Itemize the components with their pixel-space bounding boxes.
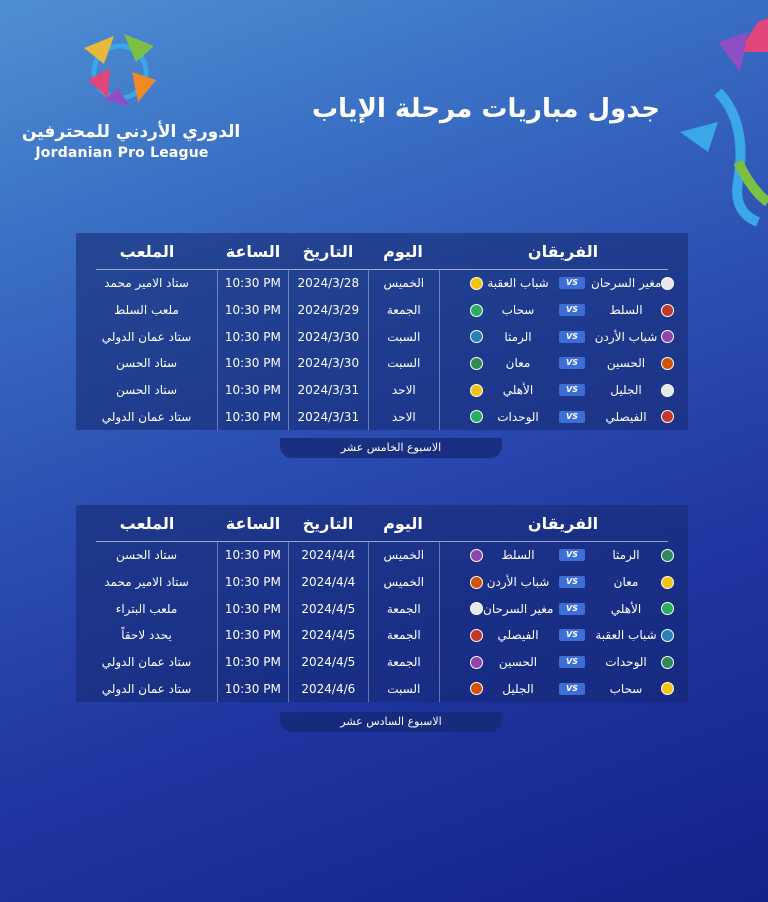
- table-row: [76, 270, 688, 297]
- home-team-badge-icon: [661, 357, 674, 370]
- away-team: الحسين: [498, 655, 538, 670]
- table-row: [76, 569, 688, 596]
- venue-column-header: الملعب: [119, 241, 175, 261]
- home-team-badge-icon: [661, 602, 674, 615]
- date-column-header: التاريخ: [302, 241, 354, 261]
- day-column-header: اليوم: [383, 241, 423, 261]
- match-date: 2024/4/5: [301, 601, 356, 616]
- match-venue: يحدد لاحقاً: [121, 628, 172, 643]
- match-day: الجمعة: [368, 595, 440, 622]
- away-team-badge-icon: [470, 682, 483, 695]
- home-team: الرمثا: [612, 548, 640, 563]
- match-day: الاحد: [368, 403, 440, 430]
- teams-cell: [440, 350, 688, 377]
- home-team-badge-icon: [661, 682, 674, 695]
- week-15-table: [76, 233, 688, 430]
- away-team-badge-icon: [470, 277, 483, 290]
- table-header: [76, 505, 688, 541]
- away-team: شباب العقبة: [487, 276, 549, 291]
- time-column-header: الساعة: [225, 241, 281, 261]
- match-date: 2024/3/30: [297, 356, 360, 371]
- home-team-badge-icon: [661, 549, 674, 562]
- teams-cell: [440, 297, 688, 324]
- home-team: سحاب: [609, 681, 643, 696]
- vs-badge: VS: [559, 331, 585, 343]
- vs-badge: VS: [559, 357, 585, 369]
- vs-badge: VS: [559, 576, 585, 588]
- teams-cell: [440, 270, 688, 297]
- home-team-badge-icon: [661, 304, 674, 317]
- home-team-badge-icon: [661, 629, 674, 642]
- away-team: الجليل: [502, 681, 534, 696]
- match-day: الجمعة: [368, 649, 440, 676]
- teams-cell: [440, 542, 688, 569]
- table-row: [76, 403, 688, 430]
- teams-column-header: الفريقان: [527, 241, 599, 261]
- match-venue: ستاد الحسن: [115, 383, 178, 398]
- table-row: [76, 377, 688, 404]
- table-row: [76, 297, 688, 324]
- match-venue: ستاد الحسن: [115, 548, 178, 563]
- match-date: 2024/3/31: [297, 409, 360, 424]
- match-date: 2024/3/30: [297, 329, 360, 344]
- match-day: الخميس: [368, 270, 440, 297]
- logo-arabic-text: الدوري الأردني للمحترفين: [22, 122, 241, 142]
- teams-cell: [440, 595, 688, 622]
- home-team: الحسين: [606, 356, 646, 371]
- table-row: [76, 323, 688, 350]
- teams-cell: [440, 323, 688, 350]
- match-venue: ستاد عمان الدولي: [101, 681, 192, 696]
- match-date: 2024/4/5: [301, 655, 356, 670]
- match-day: الجمعة: [368, 622, 440, 649]
- away-team: الوحدات: [497, 409, 539, 424]
- week-16-table: [76, 505, 688, 702]
- away-team-badge-icon: [470, 576, 483, 589]
- table-row: [76, 675, 688, 702]
- away-team-badge-icon: [470, 602, 483, 615]
- home-team: السلط: [609, 303, 643, 318]
- away-team-badge-icon: [470, 330, 483, 343]
- match-time: 10:30 PM: [217, 542, 289, 569]
- match-date: 2024/4/6: [301, 681, 356, 696]
- match-date: 2024/4/4: [301, 575, 356, 590]
- match-venue: ستاد عمان الدولي: [101, 329, 192, 344]
- match-venue: ستاد عمان الدولي: [101, 655, 192, 670]
- match-rows: [76, 542, 688, 702]
- vs-badge: VS: [559, 549, 585, 561]
- match-date: 2024/3/31: [297, 383, 360, 398]
- match-time: 10:30 PM: [217, 323, 289, 350]
- match-time: 10:30 PM: [217, 403, 289, 430]
- match-date: 2024/3/29: [297, 303, 360, 318]
- vs-badge: VS: [559, 304, 585, 316]
- table-header: [76, 233, 688, 269]
- home-team: معان: [613, 575, 639, 590]
- teams-cell: [440, 377, 688, 404]
- home-team-badge-icon: [661, 330, 674, 343]
- match-date: 2024/3/28: [297, 276, 360, 291]
- match-day: الجمعة: [368, 297, 440, 324]
- match-day: السبت: [368, 675, 440, 702]
- away-team: شباب الأردن: [486, 575, 550, 590]
- teams-cell: [440, 622, 688, 649]
- match-date: 2024/4/4: [301, 548, 356, 563]
- venue-column-header: الملعب: [119, 513, 175, 533]
- match-time: 10:30 PM: [217, 622, 289, 649]
- match-venue: ملعب البتراء: [115, 601, 178, 616]
- match-time: 10:30 PM: [217, 297, 289, 324]
- match-day: السبت: [368, 323, 440, 350]
- teams-cell: [440, 649, 688, 676]
- away-team: الفيصلي: [497, 628, 539, 643]
- match-venue: ستاد الامير محمد: [104, 575, 189, 590]
- home-team-badge-icon: [661, 277, 674, 290]
- table-row: [76, 350, 688, 377]
- teams-cell: [440, 569, 688, 596]
- match-time: 10:30 PM: [217, 350, 289, 377]
- away-team-badge-icon: [470, 304, 483, 317]
- time-column-header: الساعة: [225, 513, 281, 533]
- home-team-badge-icon: [661, 410, 674, 423]
- away-team: الرمثا: [504, 329, 532, 344]
- match-day: السبت: [368, 350, 440, 377]
- vs-badge: VS: [559, 277, 585, 289]
- match-time: 10:30 PM: [217, 595, 289, 622]
- home-team: مغير السرحان: [591, 276, 662, 291]
- away-team-badge-icon: [470, 549, 483, 562]
- league-emblem-icon: [74, 28, 166, 114]
- match-day: الخميس: [368, 542, 440, 569]
- home-team: الجليل: [610, 383, 642, 398]
- home-team-badge-icon: [661, 384, 674, 397]
- logo-english-text: Jordanian Pro League: [35, 145, 209, 161]
- away-team: سحاب: [501, 303, 535, 318]
- table-row: [76, 622, 688, 649]
- away-team: الأهلي: [502, 383, 534, 398]
- match-venue: ستاد عمان الدولي: [101, 409, 192, 424]
- teams-column-header: الفريقان: [527, 513, 599, 533]
- match-date: 2024/4/5: [301, 628, 356, 643]
- match-rows: [76, 270, 688, 430]
- vs-badge: VS: [559, 384, 585, 396]
- away-team-badge-icon: [470, 629, 483, 642]
- match-time: 10:30 PM: [217, 649, 289, 676]
- match-day: الخميس: [368, 569, 440, 596]
- table-row: [76, 542, 688, 569]
- vs-badge: VS: [559, 656, 585, 668]
- match-venue: ستاد الامير محمد: [104, 276, 189, 291]
- away-team-badge-icon: [470, 357, 483, 370]
- vs-badge: VS: [559, 629, 585, 641]
- match-time: 10:30 PM: [217, 569, 289, 596]
- week-15-label: الاسبوع الخامس عشر: [280, 438, 502, 458]
- home-team: الوحدات: [605, 655, 647, 670]
- home-team: شباب العقبة: [595, 628, 657, 643]
- match-time: 10:30 PM: [217, 377, 289, 404]
- league-logo: [22, 28, 241, 168]
- vs-badge: VS: [559, 411, 585, 423]
- table-row: [76, 595, 688, 622]
- away-team: السلط: [501, 548, 535, 563]
- away-team: معان: [505, 356, 531, 371]
- home-team: الأهلي: [610, 601, 642, 616]
- home-team: شباب الأردن: [594, 329, 658, 344]
- home-team-badge-icon: [661, 576, 674, 589]
- vs-badge: VS: [559, 683, 585, 695]
- match-time: 10:30 PM: [217, 270, 289, 297]
- match-venue: ملعب السلط: [114, 303, 179, 318]
- home-team: الفيصلي: [605, 409, 647, 424]
- away-team-badge-icon: [470, 384, 483, 397]
- day-column-header: اليوم: [383, 513, 423, 533]
- table-row: [76, 649, 688, 676]
- decorative-shapes-icon: [678, 12, 768, 232]
- match-day: الاحد: [368, 377, 440, 404]
- away-team-badge-icon: [470, 656, 483, 669]
- match-venue: ستاد الحسن: [115, 356, 178, 371]
- away-team: مغير السرحان: [483, 601, 554, 616]
- date-column-header: التاريخ: [302, 513, 354, 533]
- home-team-badge-icon: [661, 656, 674, 669]
- teams-cell: [440, 675, 688, 702]
- teams-cell: [440, 403, 688, 430]
- away-team-badge-icon: [470, 410, 483, 423]
- match-time: 10:30 PM: [217, 675, 289, 702]
- page-title: جدول مباريات مرحلة الإياب: [311, 94, 660, 124]
- week-16-label: الاسبوع السادس عشر: [280, 712, 502, 732]
- vs-badge: VS: [559, 603, 585, 615]
